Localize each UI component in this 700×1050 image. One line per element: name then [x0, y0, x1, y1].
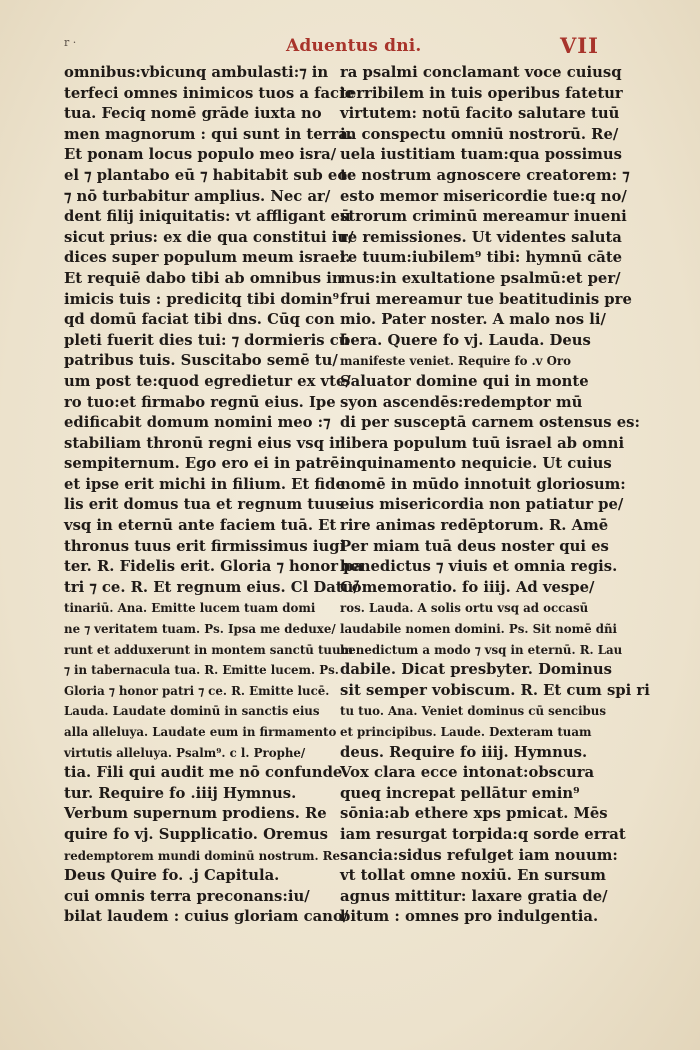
left-column	[64, 63, 364, 928]
right-column	[340, 63, 650, 928]
text-line: manifeste veniet. Require fo .v Oro	[340, 354, 571, 369]
text-line: alla alleluya. Laudate eum in firmamento	[64, 725, 337, 739]
text-line: lis erit domus tua et regnum tuus	[64, 496, 344, 514]
text-line: tinariū. Ana. Emitte lucem tuam domi	[64, 601, 316, 616]
text-line: um post te:quod egredietur ex vte/	[64, 372, 351, 390]
text-line: re remissiones. Ut videntes saluta	[340, 228, 622, 246]
folio-number: VII	[560, 33, 599, 58]
text-line: imicis tuis : predicitq tibi domin⁹	[64, 290, 340, 308]
text-line: tia. Fili qui audit me nō confunde	[64, 764, 343, 782]
text-line: queq increpat pellātur emin⁹	[340, 784, 580, 802]
text-line: mio. Pater noster. A malo nos li/	[340, 311, 606, 329]
text-line: di per susceptā carnem ostensus es:	[340, 414, 640, 432]
text-line: ⁊ in tabernacula tua. R. Emitte lucem. Ps.	[64, 663, 339, 678]
text-line: Et ponam locus populo meo isra/	[64, 146, 337, 164]
text-line: Cōmemoratio. fo iiij. Ad vespe/	[340, 578, 595, 596]
text-line: terfeci omnes inimicos tuos a facie	[64, 84, 355, 102]
text-line: sicut prius: ex die qua constitui iu/	[64, 228, 354, 246]
text-line: in conspectu omniū nostrorū. Re/	[340, 125, 619, 143]
text-line: redemptorem mundi dominū nostrum. Re	[64, 848, 340, 863]
text-line: tu tuo. Ana. Veniet dominus cū sencibus	[340, 704, 607, 719]
text-line: Gloria ⁊ honor patri ⁊ ce. R. Emitte lucē.	[64, 683, 330, 698]
text-line: Lauda. Laudate dominū in sanctis eius	[64, 704, 320, 719]
text-line: syon ascendēs:redemptor mū	[340, 393, 583, 411]
text-line: libera populum tuū israel ab omni	[340, 434, 625, 452]
text-line: omnibus:vbicunq ambulasti:⁊ in	[64, 64, 329, 81]
text-line: vsq in eternū ante faciem tuā. Et	[64, 517, 337, 535]
text-line: et ipse erit michi in filium. Et fide	[64, 475, 345, 493]
text-line: ro tuo:et firmabo regnū eius. Ipe	[64, 393, 336, 411]
text-line: edificabit domum nomini meo :⁊	[64, 414, 331, 432]
text-line: benedictum a modo ⁊ vsq in eternū. R. Lau	[340, 642, 623, 657]
text-line: sit semper vobiscum. R. Et cum spi ri	[340, 681, 650, 699]
text-line: agnus mittitur: laxare gratia de/	[340, 887, 608, 905]
text-line: frui mereamur tue beatitudinis pre	[340, 290, 632, 308]
text-line: uela iustitiam tuam:qua possimus	[340, 146, 622, 164]
text-line: nomē in mūdo innotuit gloriosum:	[340, 475, 626, 493]
text-line: quire fo vj. Supplicatio. Oremus	[64, 825, 328, 843]
text-line: te nostrum agnoscere creatorem: ⁊	[340, 166, 630, 184]
text-line: eius misericordia non patiatur pe/	[340, 496, 624, 514]
text-line: esto memor misericordie tue:q no/	[340, 187, 627, 205]
text-line: Deus Quire fo. .j Capitula.	[64, 867, 280, 885]
text-line: tur. Require fo .iiij Hymnus.	[64, 784, 297, 802]
text-line: ra psalmi conclamant voce cuiusq	[340, 64, 622, 81]
text-line: rire animas redēptorum. R. Amē	[340, 517, 609, 535]
text-line: ne ⁊ veritatem tuam. Ps. Ipsa me deduxe/	[64, 622, 336, 637]
text-line: el ⁊ plantabo eū ⁊ habitabit sub eo:	[64, 166, 353, 184]
text-line: qd domū faciat tibi dns. Cūq con	[64, 311, 335, 329]
text-line: Per miam tuā deus noster qui es	[340, 537, 609, 555]
text-line: sancia:sidus refulget iam nouum:	[340, 846, 618, 864]
text-line: et principibus. Laude. Dexteram tuam	[340, 725, 592, 739]
text-line: Verbum supernum prodiens. Re	[64, 805, 327, 823]
text-line: virtutis alleluya. Psalm⁹. c l. Prophe/	[64, 745, 306, 760]
text-line: tri ⁊ ce. R. Et regnum eius. Cl Datu/	[64, 578, 359, 596]
text-line: bitum : omnes pro indulgentia.	[340, 908, 599, 926]
text-line: bera. Quere fo vj. Lauda. Deus	[340, 331, 591, 349]
text-line: men magnorum : qui sunt in terra.	[64, 125, 353, 143]
text-line: dabile. Dicat presbyter. Dominus	[340, 661, 612, 679]
text-line: ⁊ nō turbabitur amplius. Nec ar/	[64, 187, 331, 205]
text-line: bilat laudem : cuius gloriam cano/	[64, 908, 349, 926]
text-line: dices super populum meum israel.	[64, 249, 351, 267]
text-line: benedictus ⁊ viuis et omnia regis.	[340, 558, 618, 576]
text-line: ros. Lauda. A solis ortu vsq ad occasū	[340, 601, 589, 616]
text-line: sempiternum. Ego ero ei in patrē:	[64, 455, 345, 473]
text-line: runt et adduxerunt in montem sanctū tuum	[64, 642, 354, 657]
text-line: terribilem in tuis operibus fatetur	[340, 84, 623, 102]
text-line: cui omnis terra preconans:iu/	[64, 887, 310, 905]
margin-mark: r ·	[64, 36, 77, 49]
text-line: inquinamento nequicie. Ut cuius	[340, 455, 612, 473]
text-line: re tuum:iubilem⁹ tibi: hymnū cāte	[340, 249, 623, 267]
text-line: vt tollat omne noxiū. En sursum	[340, 867, 606, 885]
text-line: patribus tuis. Suscitabo semē tu/	[64, 352, 338, 370]
text-line: stabiliam thronū regni eius vsq in	[64, 434, 346, 452]
text-line: mus:in exultatione psalmū:et per/	[340, 269, 621, 287]
running-head: Aduentus dni.	[286, 36, 422, 56]
text-line: ter. R. Fidelis erit. Gloria ⁊ honor pa	[64, 558, 364, 576]
text-line: deus. Require fo iiij. Hymnus.	[340, 743, 588, 761]
text-line: Vox clara ecce intonat:obscura	[340, 764, 595, 782]
text-line: Saluator domine qui in monte	[340, 372, 589, 390]
text-line: pleti fuerit dies tui: ⁊ dormieris cū	[64, 331, 350, 349]
text-line: strorum criminū mereamur inueni	[340, 208, 627, 226]
text-line: thronus tuus erit firmissimus iugi	[64, 537, 346, 555]
text-line: virtutem: notū facito salutare tuū	[340, 105, 620, 123]
text-line: Et requiē dabo tibi ab omnibus in	[64, 269, 343, 287]
text-line: tua. Feciq nomē grāde iuxta no	[64, 105, 322, 123]
text-line: laudabile nomen domini. Ps. Sit nomē dñi	[340, 622, 618, 637]
text-line: sōnia:ab ethere xps pmicat. Mēs	[340, 805, 608, 823]
text-line: iam resurgat torpida:q sorde errat	[340, 825, 626, 843]
text-line: dent filij iniquitatis: vt affligant eū	[64, 208, 351, 226]
